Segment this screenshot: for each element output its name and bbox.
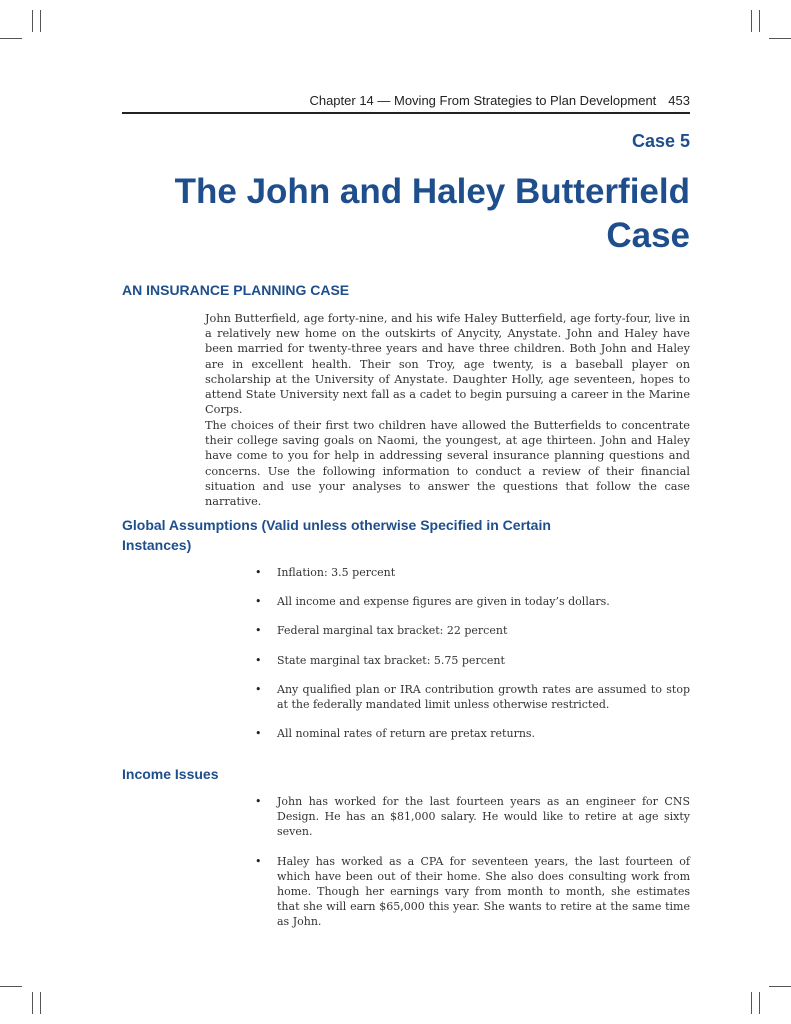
case-title-line-2: Case xyxy=(606,216,690,255)
crop-mark-top-right-v1 xyxy=(751,10,752,32)
income-list xyxy=(255,794,690,930)
heading-line: Instances) xyxy=(122,537,192,553)
crop-mark-bottom-right-v1 xyxy=(751,992,752,1014)
case-title xyxy=(90,170,690,258)
assumptions-list xyxy=(255,565,690,741)
crop-mark-bottom-left-v1 xyxy=(32,992,33,1014)
crop-mark-top-left-h xyxy=(0,38,22,39)
running-head xyxy=(122,93,690,113)
header-rule xyxy=(122,112,690,114)
crop-mark-bottom-right-v2 xyxy=(759,992,760,1014)
crop-mark-bottom-right-h xyxy=(769,986,791,987)
crop-mark-top-right-v2 xyxy=(759,10,760,32)
intro-paragraph: The choices of their first two children have allowed the Butterfields to concentrate their college saving goals on Naomi, the youngest, at age thirteen. John and Haley have come to you for help in addressing several insurance planning questions and concerns. Use the following information to conduct a review of their financial situation and use your analyses to answer the questions that follow the case narrative. xyxy=(205,419,690,509)
list-item: • Federal marginal tax bracket: 22 percent xyxy=(255,623,690,638)
list-item: • All nominal rates of return are pretax returns. xyxy=(255,726,690,741)
section-heading-insurance-planning: AN INSURANCE PLANNING CASE xyxy=(122,282,350,298)
list-item: • State marginal tax bracket: 5.75 percent xyxy=(255,653,690,668)
crop-mark-top-left-v1 xyxy=(32,10,33,32)
list-item: • John has worked for the last fourteen years as an engineer for CNS Design. He has an $81,000 salary. He would like to retire at age sixty seven. xyxy=(255,794,690,840)
crop-mark-bottom-left-v2 xyxy=(40,992,41,1014)
crop-mark-top-right-h xyxy=(769,38,791,39)
list-item: • Any qualified plan or IRA contribution growth rates are assumed to stop at the federally mandated limit unless otherwise restricted. xyxy=(255,682,690,712)
section-heading-global-assumptions xyxy=(122,515,551,555)
list-item: • Inflation: 3.5 percent xyxy=(255,565,690,580)
list-item: • Haley has worked as a CPA for seventeen years, the last fourteen of which have been out of their home. She also does consulting work from home. Though her earnings vary from month to month, she estimates that she will earn $65,000 this year. She wants to retire at the same time as John. xyxy=(255,854,690,930)
crop-mark-top-left-v2 xyxy=(40,10,41,32)
section-heading-income-issues: Income Issues xyxy=(122,766,219,782)
crop-mark-bottom-left-h xyxy=(0,986,22,987)
case-title-line-1: The John and Haley Butterfield xyxy=(174,172,690,211)
page-number: 453 xyxy=(668,93,690,108)
list-item: • All income and expense figures are given in today’s dollars. xyxy=(255,594,690,609)
chapter-title: Chapter 14 — Moving From Strategies to Plan Development xyxy=(309,93,657,108)
heading-line: Global Assumptions (Valid unless otherwise Specified in Certain xyxy=(122,517,551,533)
intro-paragraph: John Butterfield, age forty-nine, and his wife Haley Butterfield, age forty-four, live in a relatively new home on the outskirts of Anycity, Anystate. John and Haley have been married for twenty-three years and have three children. Both John and Haley are in excellent health. Their son Troy, age twenty, is a baseball player on scholarship at the University of Anystate. Daughter Holly, age seventeen, hopes to attend State University next fall as a cadet to begin pursuing a career in the Marine Corps. xyxy=(205,312,690,417)
case-label: Case 5 xyxy=(631,131,690,151)
